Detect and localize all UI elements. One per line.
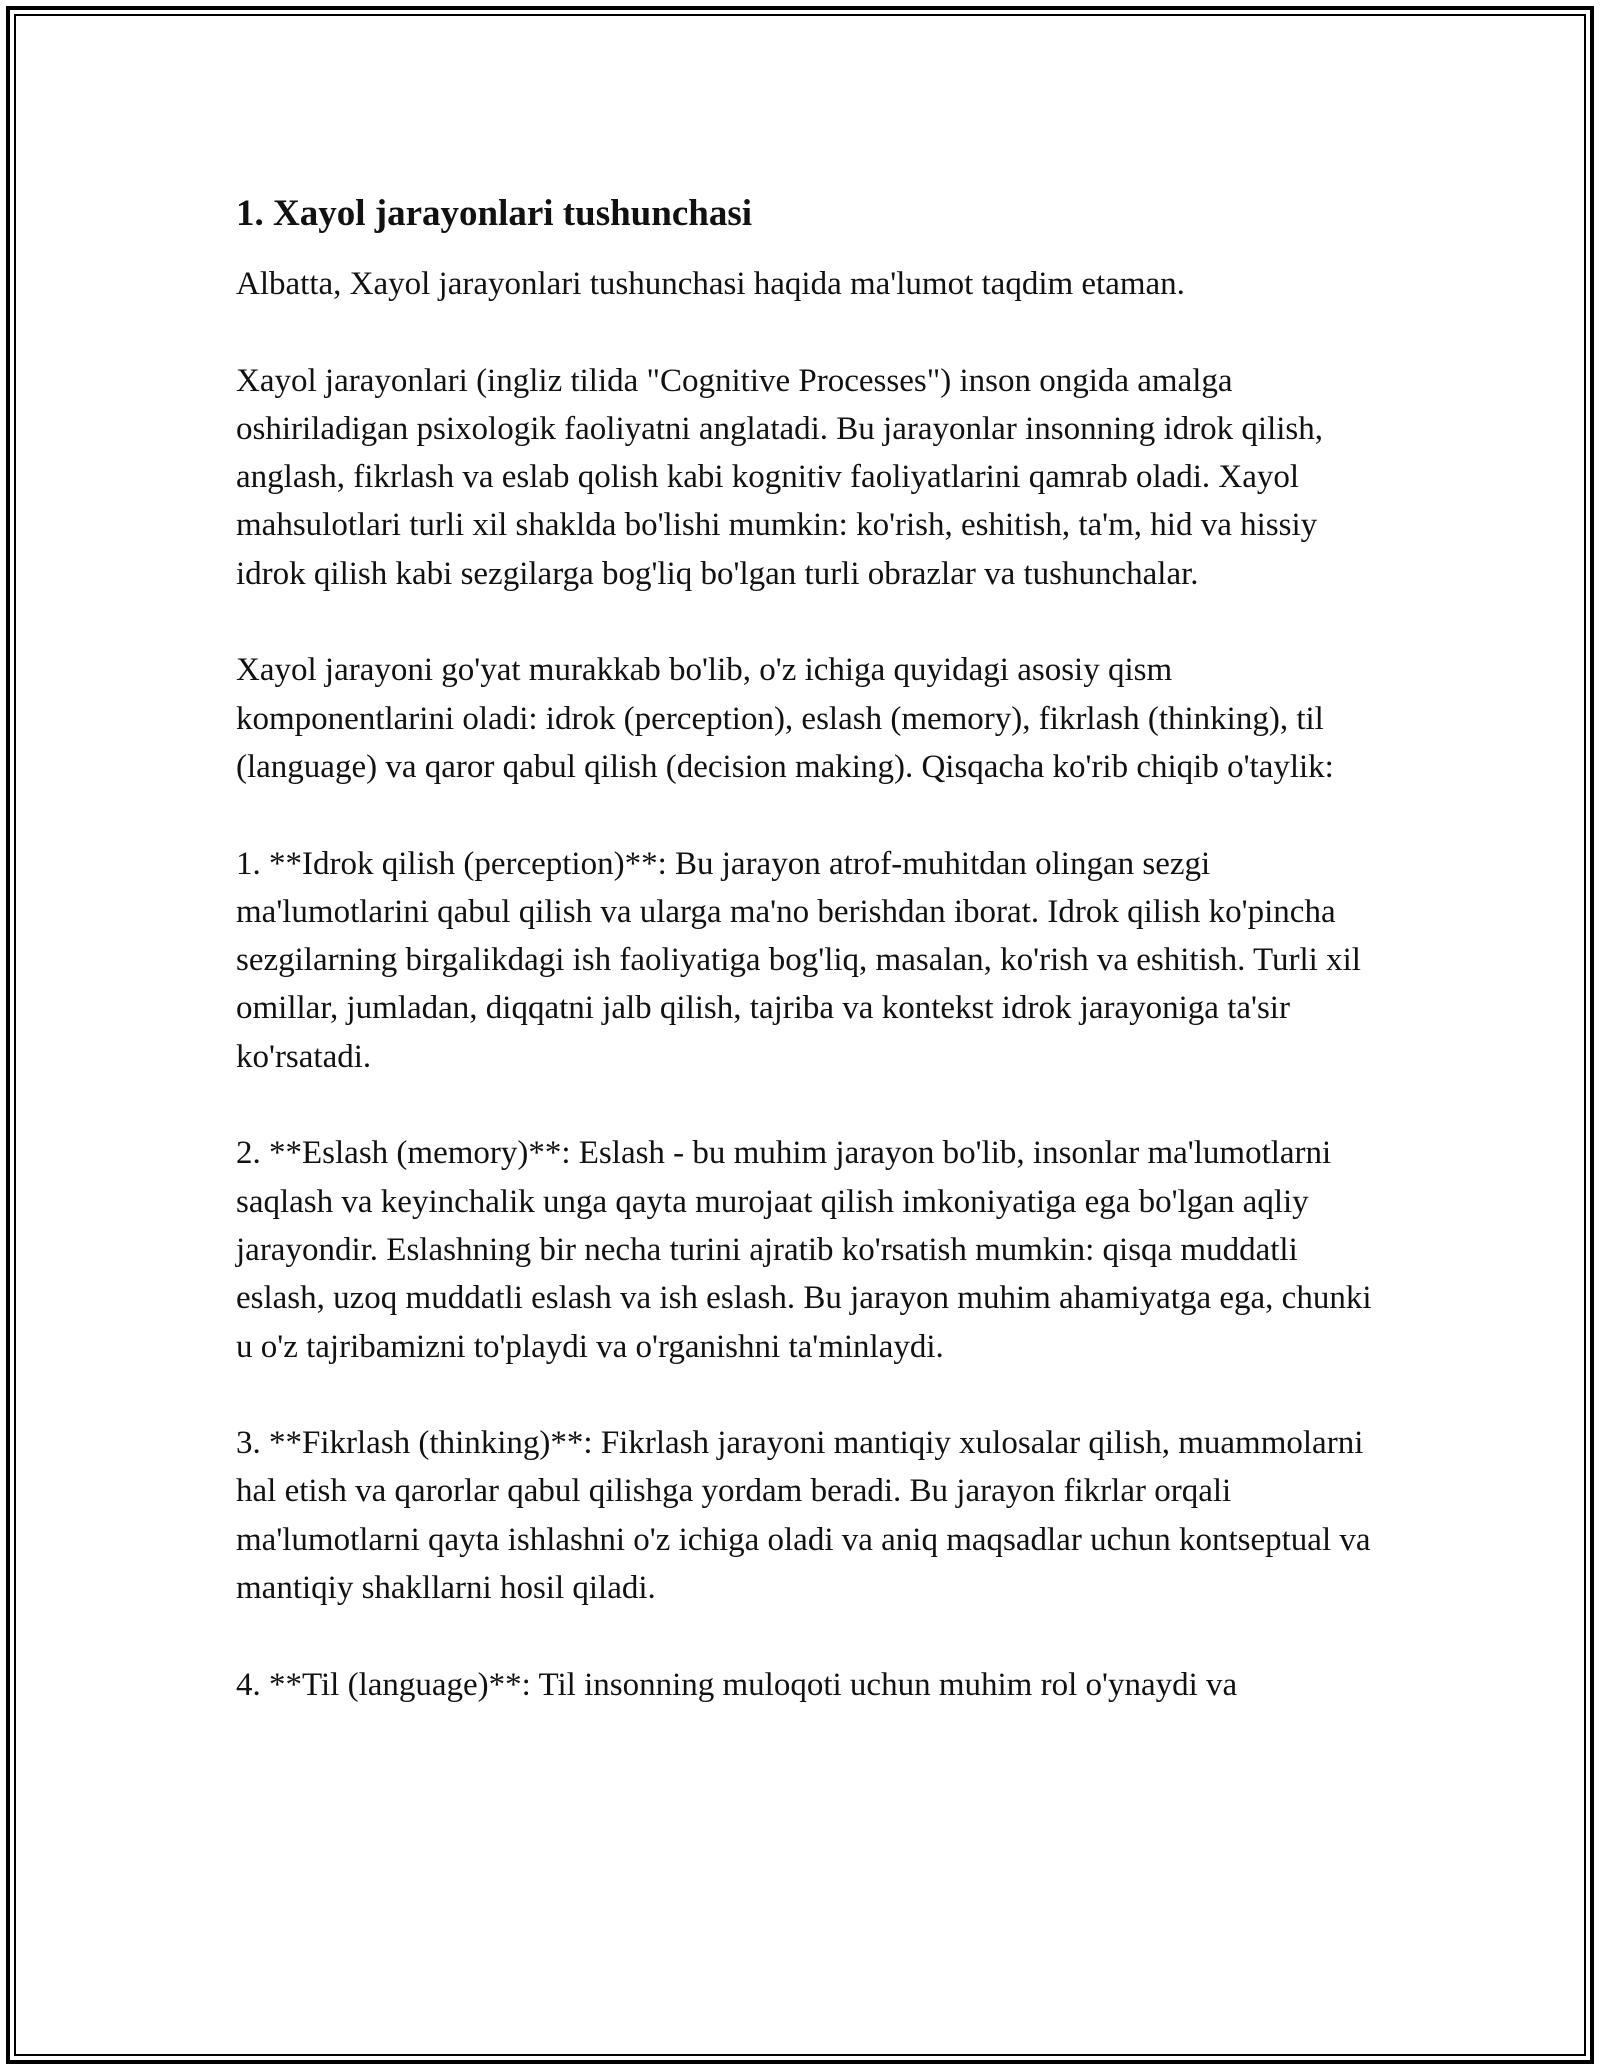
paragraph-definition: Xayol jarayonlari (ingliz tilida "Cognitive Processes") inson ongida amalga oshiriladigan psixologik faoliyatni anglatadi. Bu jarayonlar insonning idrok qilish, anglash, fikrlash va eslab qolish kabi kognitiv faoliyatlarini qamrab oladi. Xayol mahsulotlari turli xil shaklda bo'lishi mumkin: ko'rish, eshitish, ta'm, hid va hissiy idrok qilish kabi sezgilarga bog'liq bo'lgan turli obrazlar va tushunchalar. [236, 362, 1324, 592]
paragraph-components: Xayol jarayoni go'yat murakkab bo'lib, o'z ichiga quyidagi asosiy qism komponentlarini oladi: idrok (perception), eslash (memory), fikrlash (thinking), til (language) va qaror qabul qilish (decision making). Qisqacha ko'rib chiqib o'taylik: [236, 652, 1334, 785]
paragraph-perception: 1. **Idrok qilish (perception)**: Bu jarayon atrof-muhitdan olingan sezgi ma'lumotlarini qabul qilish va ularga ma'no berishdan iborat. Idrok qilish ko'pincha sezgilarning birgalikdagi ish faoliyatiga bog'liq, masalan, ko'rish va eshitish. Turli xil omillar, jumladan, diqqatni jalb qilish, tajriba va kontekst idrok jarayoniga ta'sir ko'rsatadi. [236, 845, 1361, 1075]
document-body [236, 188, 1386, 1757]
paragraph-language: 4. **Til (language)**: Til insonning muloqoti uchun muhim rol o'ynaydi va [236, 1666, 1238, 1703]
paragraph-intro: Albatta, Xayol jarayonlari tushunchasi haqida ma'lumot taqdim etaman. [236, 266, 1185, 302]
document-title: 1. Xayol jarayonlari tushunchasi [236, 193, 753, 234]
paragraph-memory: 2. **Eslash (memory)**: Eslash - bu muhim jarayon bo'lib, insonlar ma'lumotlarni saqlash va keyinchalik unga qayta murojaat qilish imkoniyatiga ega bo'lgan aqliy jarayondir. Eslashning bir necha turini ajratib ko'rsatish mumkin: qisqa muddatli eslash, uzoq muddatli eslash va ish eslash. Bu jarayon muhim ahamiyatga ega, chunki u o'z tajribamizni to'playdi va o'rganishni ta'minlaydi. [236, 1135, 1372, 1365]
paragraph-thinking: 3. **Fikrlash (thinking)**: Fikrlash jarayoni mantiqiy xulosalar qilish, muammolarni hal etish va qarorlar qabul qilishga yordam beradi. Bu jarayon fikrlar orqali ma'lumotlarni qayta ishlashni o'z ichiga oladi va aniq maqsadlar uchun kontseptual va mantiqiy shakllarni hosil qiladi. [236, 1425, 1371, 1607]
